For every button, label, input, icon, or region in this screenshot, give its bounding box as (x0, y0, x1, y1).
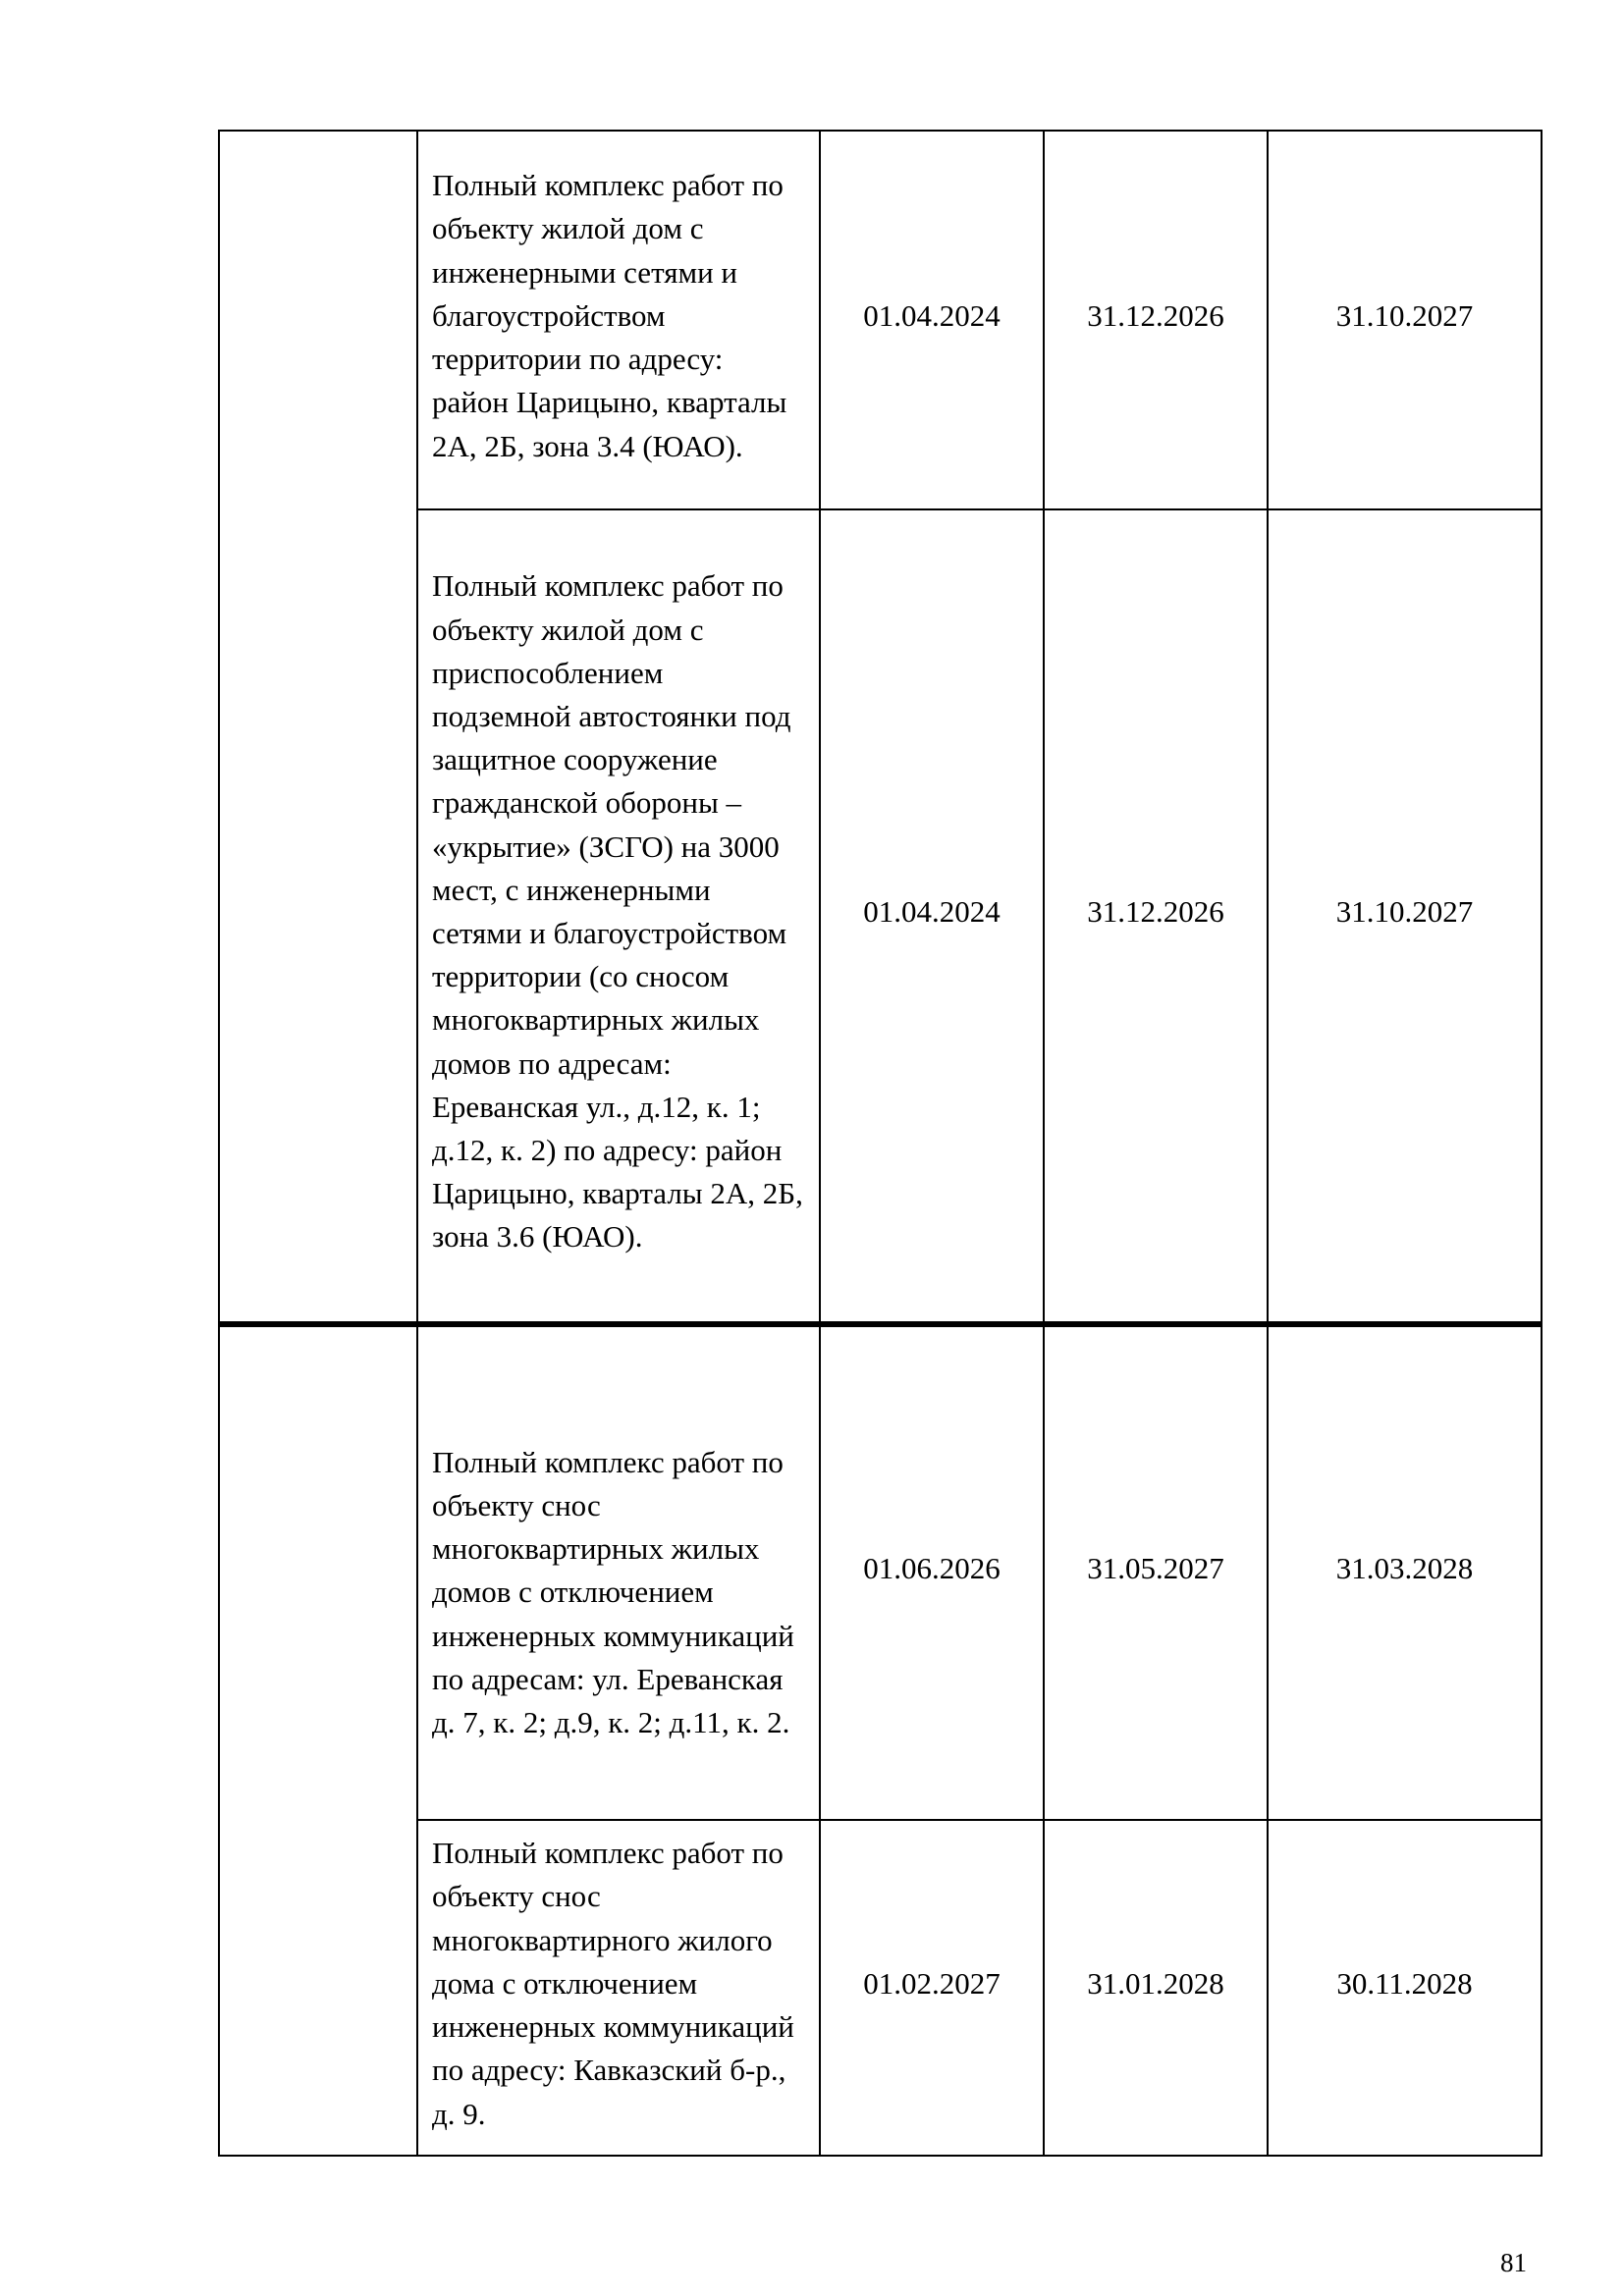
end-date: 31.01.2028 (1087, 1965, 1224, 2001)
work-description-cell (417, 1820, 820, 2156)
table-row (219, 1324, 1542, 1820)
start-date: 01.04.2024 (863, 297, 1001, 333)
final-date: 30.11.2028 (1336, 1965, 1473, 2001)
work-description: Полный комплекс работ по объекту жилой дом с инженерными сетями и благоустройством территории по адресу: район Царицыно, кварталы 2А, 2Б, зона 3.4 (ЮАО). (432, 168, 787, 463)
work-description-cell (417, 1324, 820, 1820)
end-date: 31.05.2027 (1087, 1551, 1224, 1586)
start-date: 01.06.2026 (863, 1551, 1001, 1586)
start-date-cell (820, 509, 1044, 1324)
final-date: 31.10.2027 (1335, 297, 1474, 333)
table-row (219, 509, 1542, 1324)
start-date-cell (820, 1820, 1044, 2156)
work-description-cell (417, 131, 820, 509)
start-date: 01.02.2027 (863, 1965, 1001, 2001)
group-1-number-cell (219, 131, 417, 1324)
end-date-cell (1044, 1820, 1268, 2156)
start-date-cell (820, 131, 1044, 509)
group-2-number-cell (219, 1324, 417, 2156)
final-date-cell (1268, 1820, 1542, 2156)
final-date-cell (1268, 131, 1542, 509)
table-row (219, 1820, 1542, 2156)
end-date: 31.12.2026 (1087, 297, 1224, 333)
work-description: Полный комплекс работ по объекту снос многоквартирных жилых домов с отключением инженерных коммуникаций по адресам: ул. Ереванская д. 7, к. 2; д.9, к. 2; д.11, к. 2. (432, 1444, 794, 1739)
end-date: 31.12.2026 (1087, 893, 1224, 929)
final-date-cell (1268, 1324, 1542, 1820)
final-date-cell (1268, 509, 1542, 1324)
work-description: Полный комплекс работ по объекту жилой дом с приспособлением подземной автостоянки под защитное сооружение гражданской обороны – «укрытие» (ЗСГО) на 3000 мест, с инженерными сетями и благоустройством территории (со сносом многоквартирных жилых домов по адресам: Ереванская ул., д.12, к. 1; д.12, к. 2) по адресу: район Царицыно, кварталы 2А, 2Б, зона 3.6 (ЮАО). (432, 568, 803, 1255)
final-date: 31.10.2027 (1335, 893, 1474, 929)
table-row (219, 131, 1542, 509)
page-number: 81 (1500, 2248, 1527, 2277)
start-date-cell (820, 1324, 1044, 1820)
work-description-cell (417, 509, 820, 1324)
end-date-cell (1044, 509, 1268, 1324)
start-date: 01.04.2024 (863, 893, 1001, 929)
final-date: 31.03.2028 (1335, 1551, 1474, 1586)
end-date-cell (1044, 1324, 1268, 1820)
work-description: Полный комплекс работ по объекту снос многоквартирного жилого дома с отключением инженерных коммуникаций по адресу: Кавказский б-р., д. 9. (432, 1836, 794, 2131)
end-date-cell (1044, 131, 1268, 509)
schedule-table (218, 130, 1543, 2157)
